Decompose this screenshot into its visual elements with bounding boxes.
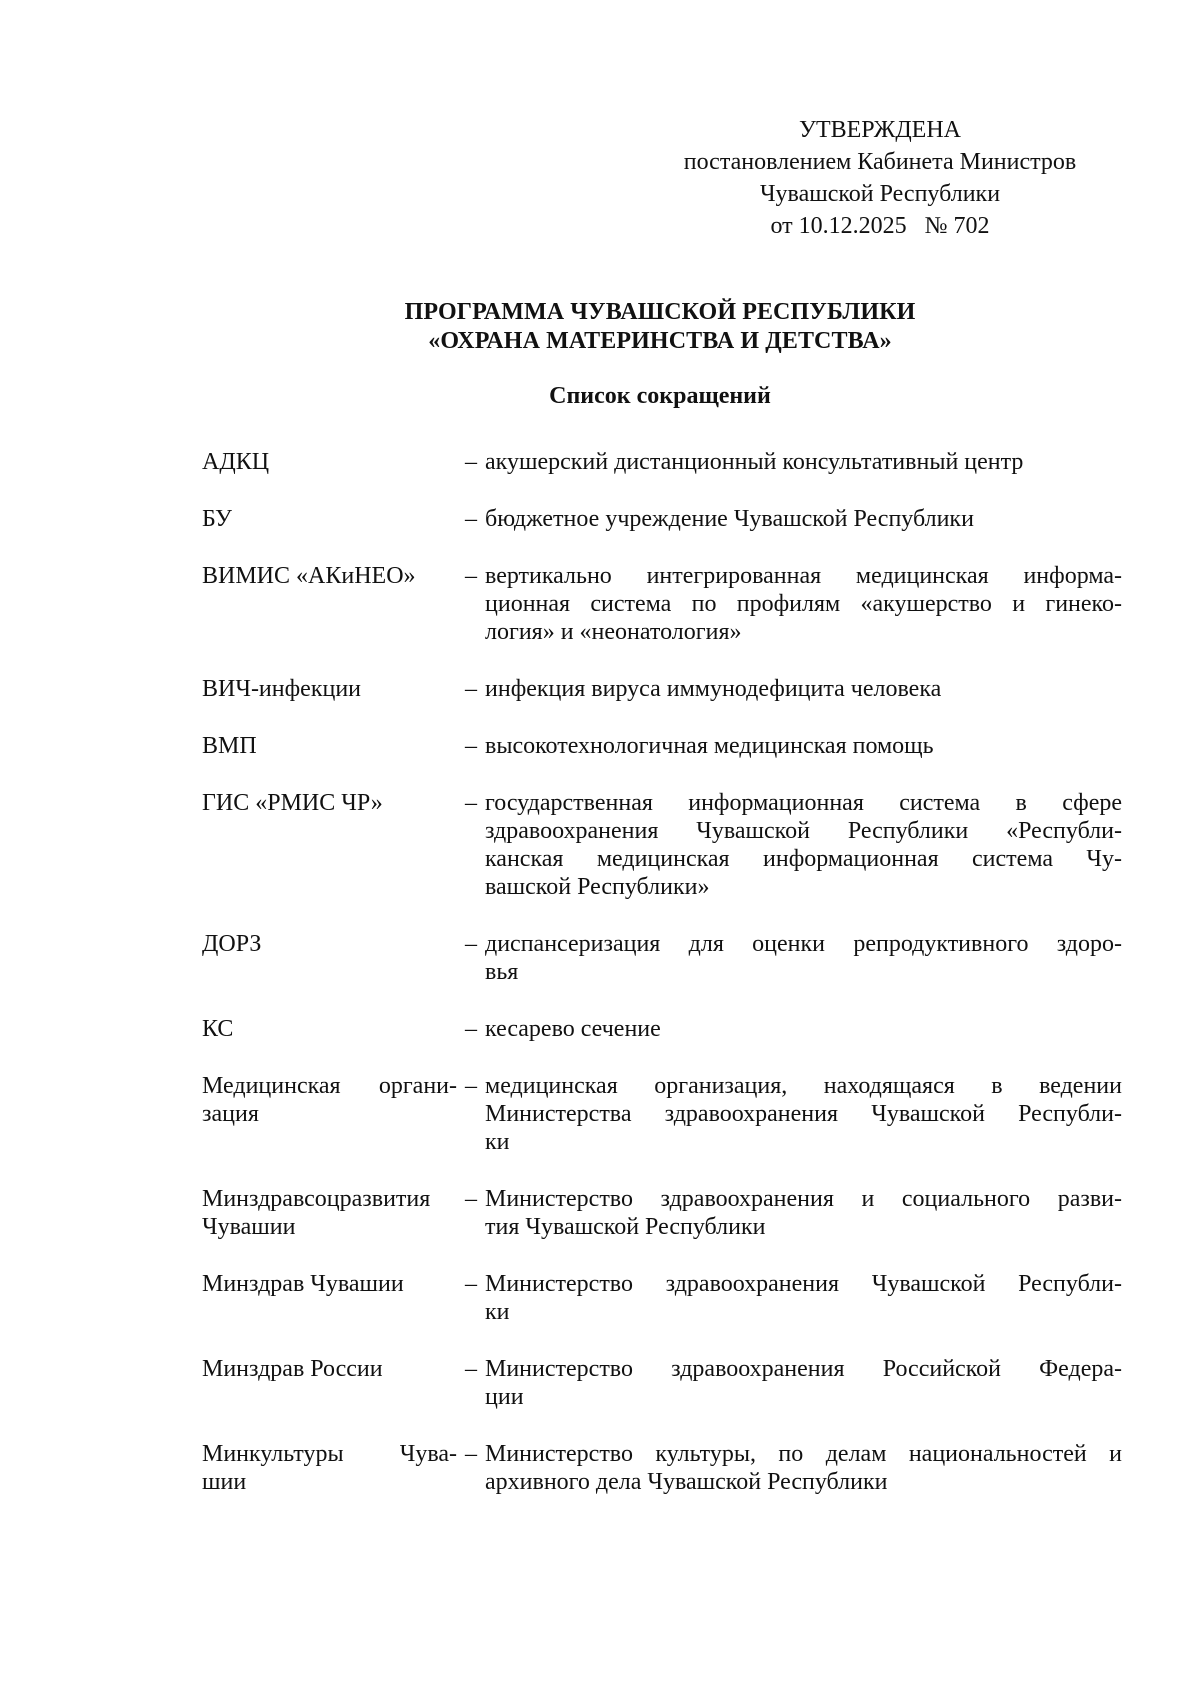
dash-separator: –: [465, 1186, 477, 1212]
definition-line: вья: [485, 959, 519, 985]
abbreviation-definition: [485, 1440, 1122, 1496]
abbreviation-term: ВИМИС «АКиНЕО»: [202, 563, 416, 589]
definition-line: ционная система по профилям «акушерство и гинеко-: [485, 591, 1122, 617]
abbreviation-row: [202, 505, 1122, 533]
abbreviation-definition: [485, 930, 1122, 986]
abbreviation-definition: инфекция вируса иммунодефицита человека: [485, 676, 942, 702]
definition-line: вашской Республики»: [485, 874, 710, 900]
definition-line: диспансеризация для оценки репродуктивного здоро-: [485, 931, 1122, 957]
definition-line: здравоохранения Чувашской Республики «Республи-: [485, 818, 1122, 844]
abbreviation-row: [202, 562, 1122, 646]
definition-line: логия» и «неонатология»: [485, 619, 742, 645]
abbreviation-term: Минздрав Чувашии: [202, 1271, 404, 1297]
definition-line: медицинская организация, находящаяся в ведении: [485, 1073, 1122, 1099]
dash-separator: –: [465, 1016, 477, 1042]
approval-republic: Чувашской Республики: [759, 181, 1001, 207]
abbreviation-row: [202, 1440, 1122, 1496]
dash-separator: –: [465, 931, 477, 957]
approval-date-number: от 10.12.2025 № 702: [770, 213, 990, 239]
definition-line: ки: [485, 1129, 510, 1155]
abbreviation-term: [202, 1072, 457, 1128]
abbreviation-term: КС: [202, 1016, 234, 1042]
dash-separator: –: [465, 449, 477, 475]
term-line: Минздравсоцразвития: [202, 1186, 431, 1212]
approval-status: УТВЕРЖДЕНА: [798, 117, 962, 143]
term-line: Минкультуры Чува-: [202, 1441, 457, 1467]
abbreviation-definition: [485, 1185, 1122, 1241]
approval-block: [660, 116, 1100, 244]
dash-separator: –: [465, 1441, 477, 1467]
abbreviation-row: [202, 448, 1122, 476]
abbreviation-row: [202, 1015, 1122, 1043]
dash-separator: –: [465, 790, 477, 816]
abbreviation-definition: высокотехнологичная медицинская помощь: [485, 733, 934, 759]
abbreviation-row: [202, 930, 1122, 986]
abbreviation-definition: [485, 1355, 1122, 1411]
abbreviation-definition: [485, 562, 1122, 646]
definition-line: канская медицинская информационная система Чу-: [485, 846, 1122, 872]
dash-separator: –: [465, 1356, 477, 1382]
definition-line: ки: [485, 1299, 510, 1325]
abbreviation-term: ВИЧ-инфекции: [202, 676, 362, 702]
abbreviation-definition: акушерский дистанционный консультативный центр: [485, 449, 1024, 475]
term-line: зация: [202, 1101, 259, 1127]
dash-separator: –: [465, 1073, 477, 1099]
definition-line: Министерства здравоохранения Чувашской Республи-: [485, 1101, 1122, 1127]
definition-line: Министерство здравоохранения Российской Федера-: [485, 1356, 1122, 1382]
abbreviation-definition: [485, 789, 1122, 901]
abbreviation-row: [202, 1270, 1122, 1326]
abbreviation-definition: бюджетное учреждение Чувашской Республики: [485, 506, 974, 532]
definition-line: вертикально интегрированная медицинская информа-: [485, 563, 1122, 589]
abbreviation-row: [202, 789, 1122, 901]
dash-separator: –: [465, 733, 477, 759]
abbreviation-row: [202, 732, 1122, 760]
dash-separator: –: [465, 1271, 477, 1297]
definition-line: Министерство здравоохранения и социального разви-: [485, 1186, 1122, 1212]
abbreviation-term: Минздрав России: [202, 1356, 383, 1382]
abbreviation-term: БУ: [202, 506, 232, 532]
abbreviations-list: [202, 448, 1122, 1496]
abbreviation-definition: [485, 1270, 1122, 1326]
term-line: Медицинская органи-: [202, 1073, 457, 1099]
program-title-line-1: ПРОГРАММА ЧУВАШСКОЙ РЕСПУБЛИКИ: [404, 299, 916, 325]
definition-line: ции: [485, 1384, 524, 1410]
definition-line: Министерство здравоохранения Чувашской Республи-: [485, 1271, 1122, 1297]
definition-line: Министерство культуры, по делам национальностей и: [485, 1441, 1122, 1467]
abbreviation-definition: кесарево сечение: [485, 1016, 661, 1042]
dash-separator: –: [465, 563, 477, 589]
approval-issuer: постановлением Кабинета Министров: [683, 149, 1077, 175]
definition-line: тия Чувашской Республики: [485, 1214, 766, 1240]
program-title: [0, 298, 1200, 356]
abbreviation-row: [202, 675, 1122, 703]
term-line: Чувашии: [202, 1214, 296, 1240]
abbreviation-row: [202, 1185, 1122, 1241]
abbreviation-term: АДКЦ: [202, 449, 270, 475]
abbreviation-row: [202, 1072, 1122, 1156]
term-line: шии: [202, 1469, 247, 1495]
abbreviation-term: ГИС «РМИС ЧР»: [202, 790, 383, 816]
dash-separator: –: [465, 676, 477, 702]
abbreviation-term: [202, 1440, 457, 1496]
abbreviations-heading: Список сокращений: [549, 383, 771, 409]
program-title-line-2: «ОХРАНА МАТЕРИНСТВА И ДЕТСТВА»: [428, 328, 892, 354]
abbreviation-row: [202, 1355, 1122, 1411]
definition-line: государственная информационная система в сфере: [485, 790, 1122, 816]
abbreviation-term: ВМП: [202, 733, 257, 759]
dash-separator: –: [465, 506, 477, 532]
abbreviation-definition: [485, 1072, 1122, 1156]
definition-line: архивного дела Чувашской Республики: [485, 1469, 888, 1495]
abbreviation-term: ДОРЗ: [202, 931, 262, 957]
abbreviation-term: [202, 1185, 457, 1241]
